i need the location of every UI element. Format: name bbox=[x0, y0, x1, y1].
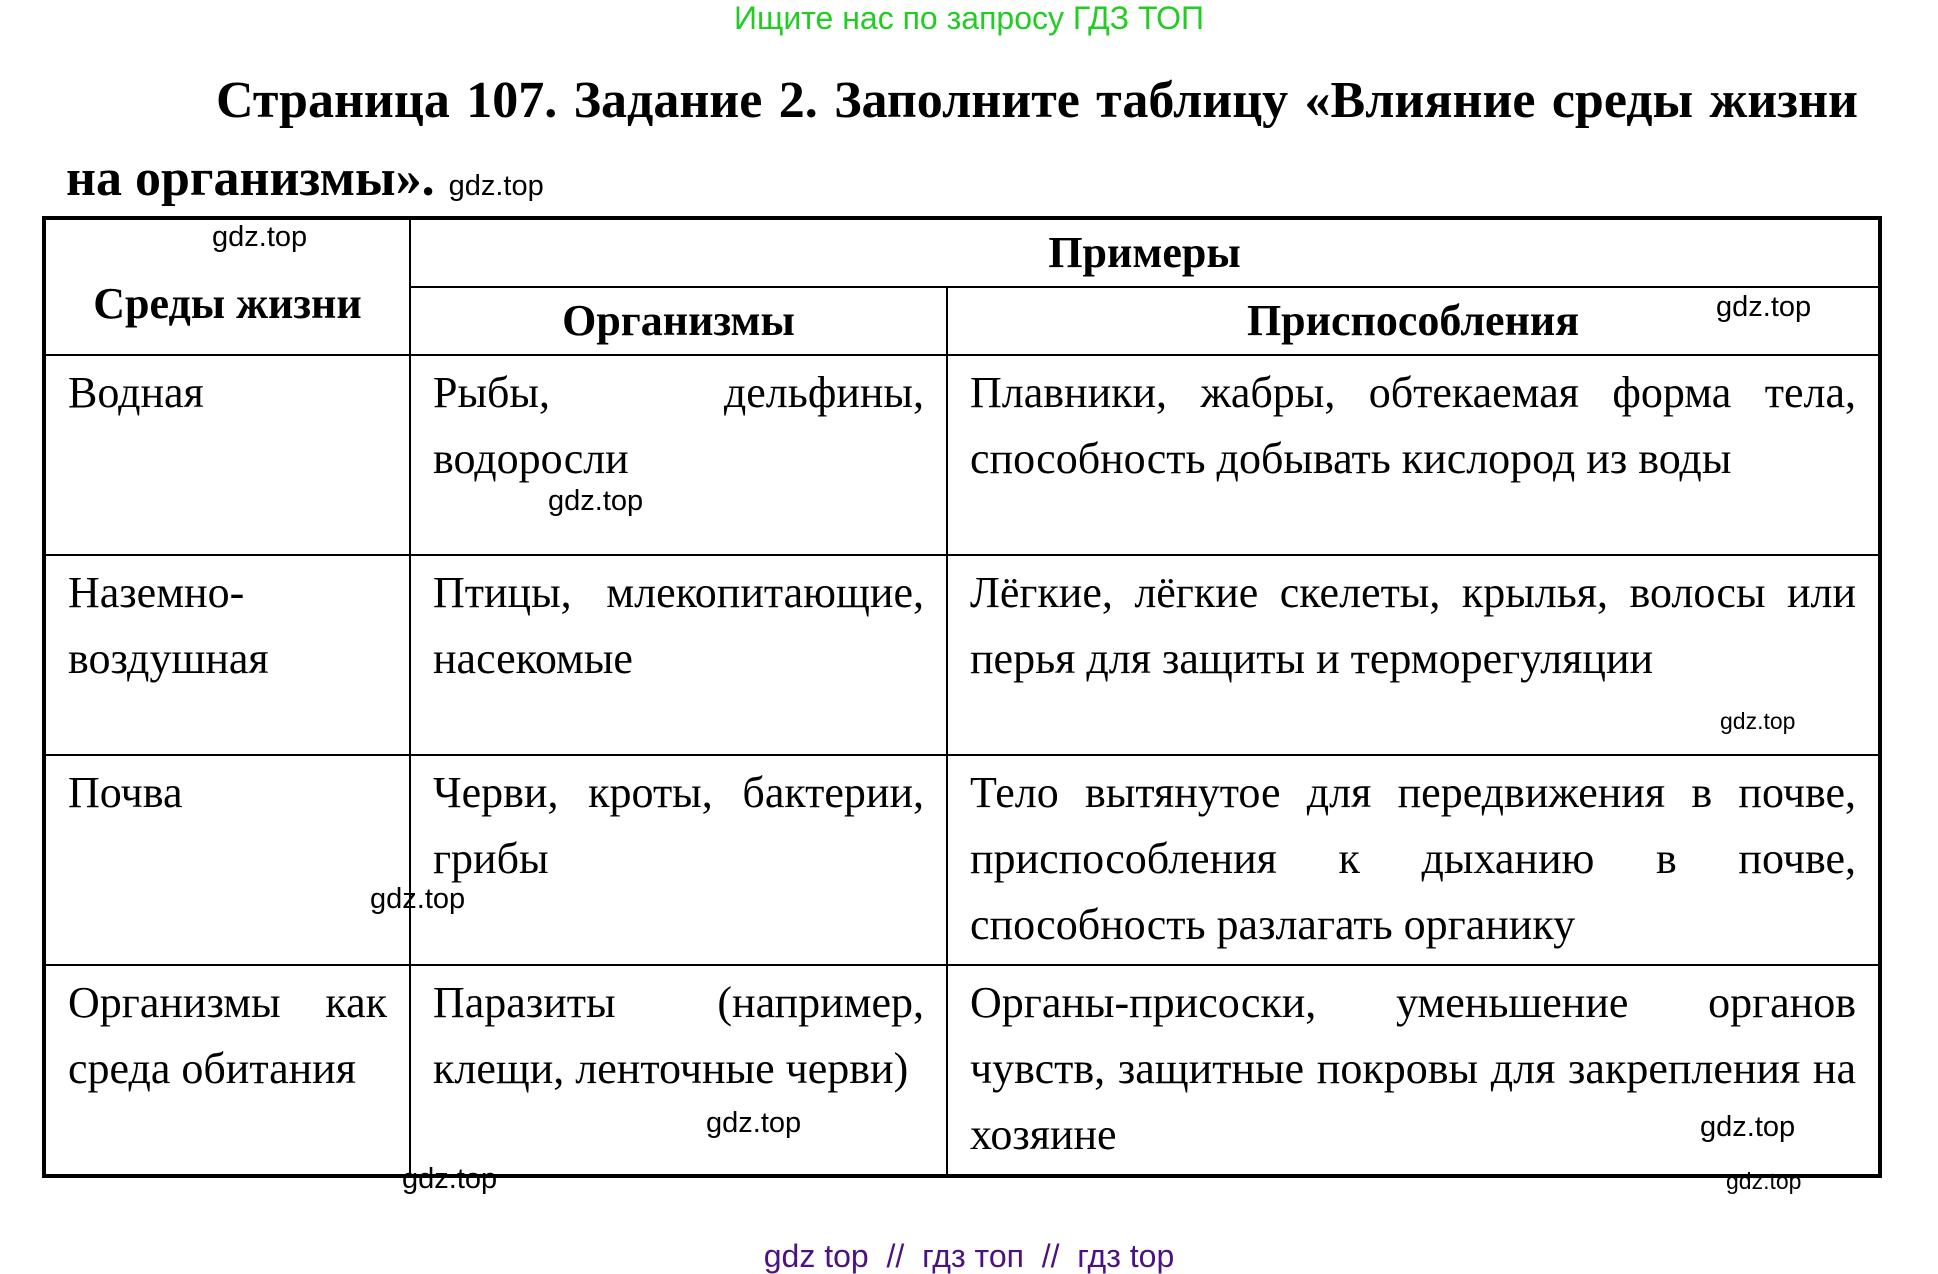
adaptations-cell: Тело вытянутое для передвижения в почве, приспособления к дыханию в почве, способность разлагать органику bbox=[947, 755, 1880, 965]
adaptations-cell: Лёгкие, лёгкие скелеты, крылья, волосы или перья для защиты и терморегуляции bbox=[947, 555, 1880, 755]
watermark: gdz.top bbox=[548, 485, 644, 517]
watermark: gdz.top bbox=[212, 221, 308, 253]
watermark: gdz.top bbox=[1720, 708, 1796, 734]
environment-cell: Почва bbox=[44, 755, 410, 965]
adaptations-cell: Органы-присоски, уменьшение органов чувств, защитные покровы для закрепления на хозяине bbox=[947, 965, 1880, 1176]
organisms-cell: Рыбы, дельфины, водоросли bbox=[410, 355, 947, 555]
organisms-cell: Паразиты (например, клещи, ленточные черви) bbox=[410, 965, 947, 1176]
header-environment: Среды жизни bbox=[44, 218, 410, 355]
habitat-table bbox=[42, 216, 1882, 1178]
watermark: gdz.top bbox=[370, 883, 466, 915]
watermark: gdz.top bbox=[1726, 1168, 1802, 1194]
watermark: gdz.top bbox=[1700, 1111, 1796, 1143]
environment-cell: Водная bbox=[44, 355, 410, 555]
table-row bbox=[44, 555, 1880, 755]
table-row bbox=[44, 965, 1880, 1176]
environment-cell: Наземно-воздушная bbox=[44, 555, 410, 755]
table-row bbox=[44, 755, 1880, 965]
adaptations-cell: Плавники, жабры, обтекаемая форма тела, способность добывать кислород из воды bbox=[947, 355, 1880, 555]
table-row bbox=[44, 355, 1880, 555]
organisms-cell: Птицы, млекопитающие, насекомые bbox=[410, 555, 947, 755]
footer-watermark: gdz top // гдз топ // гдз top bbox=[763, 1238, 1175, 1274]
page-title-block bbox=[66, 62, 1858, 225]
watermark: gdz.top bbox=[706, 1107, 802, 1139]
header-examples: Примеры bbox=[410, 218, 1880, 287]
header-organisms: Организмы bbox=[410, 287, 947, 355]
watermark: gdz.top bbox=[448, 170, 544, 202]
watermark: gdz.top bbox=[402, 1163, 498, 1195]
organisms-cell: Черви, кроты, бактерии, грибы bbox=[410, 755, 947, 965]
page-title: Страница 107. Задание 2. Заполните таблицу «Влияние среды жизни на организмы». bbox=[66, 72, 1858, 207]
watermark: gdz.top bbox=[1716, 291, 1812, 323]
environment-cell: Организмы как среда обитания bbox=[44, 965, 410, 1176]
search-banner: Ищите нас по запросу ГДЗ ТОП bbox=[734, 0, 1204, 36]
header-adaptations: Приспособления bbox=[947, 287, 1880, 355]
